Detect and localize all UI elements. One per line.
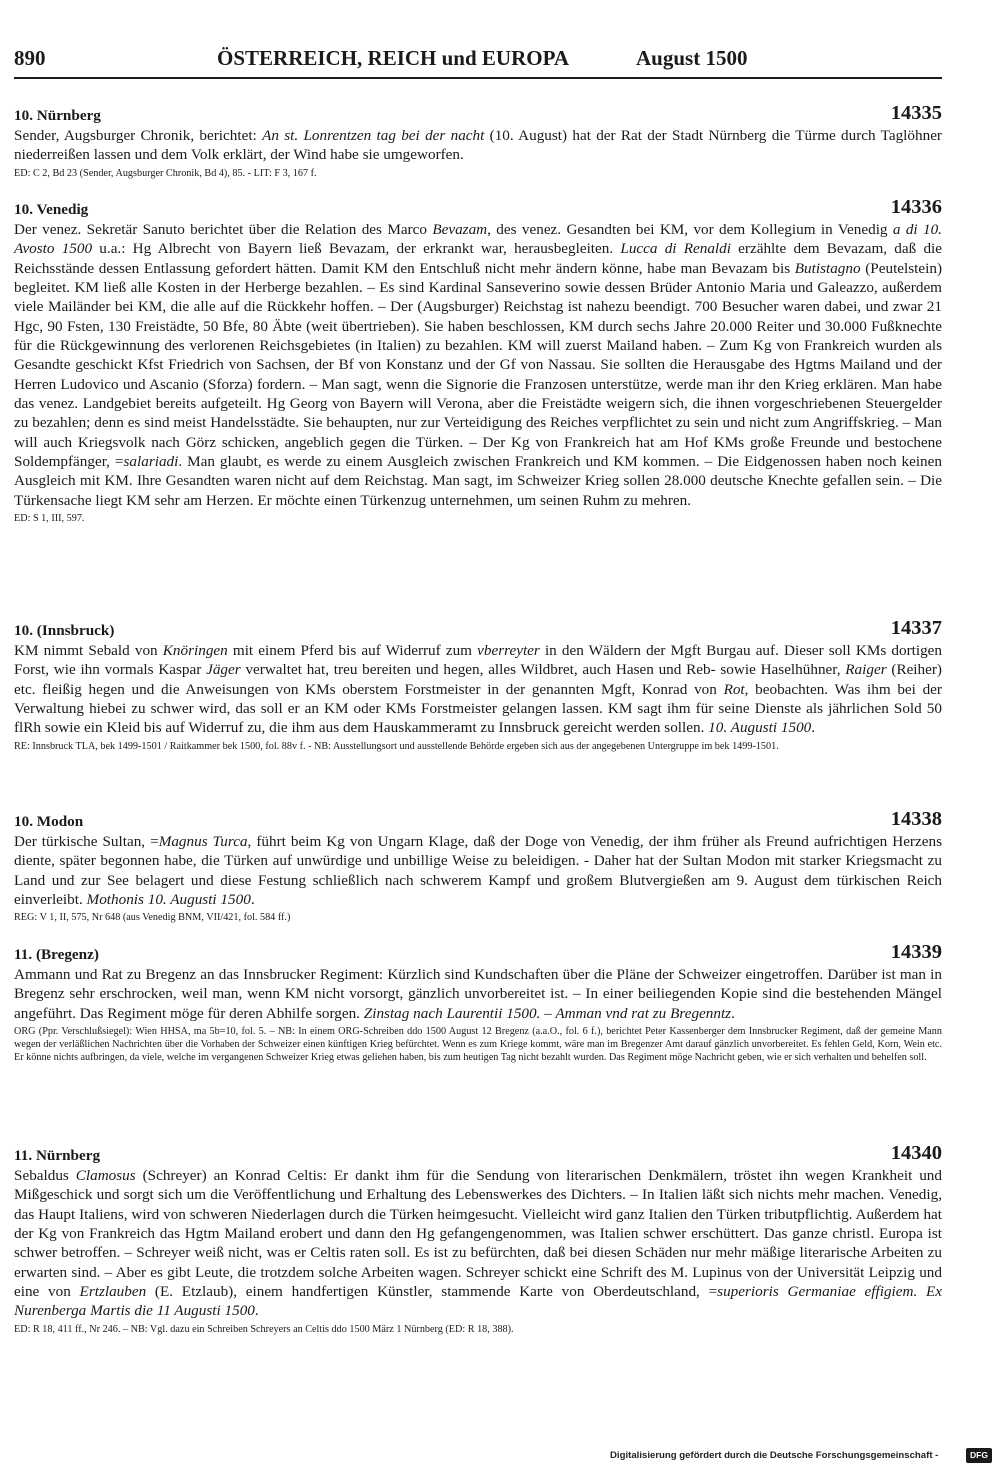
entry-text: KM nimmt Sebald von Knöringen mit einem Pferd bis auf Widerruf zum vberreyter in den Wäldern der Mgft Burgau auf. Dieser soll KMs dortigen Forst, wie ihn vormals Kaspar Jäger verwaltet hat, treu bereiten und hegen, alles Wildbret, auch Hasen und Reb- sowie Haselhühner, Raiger (Reiher) etc. fleißig hegen und die Anweisungen von KMs oberstem Forstmeister in der genannten Mgft, Konrad von Rot, beobachten. Was ihm bei der Verwaltung hiebei zu schwer wird, das soll er an KM oder KMs Forstmeister gelangen lassen. KM sagt ihm für seine Dienste als jährlichen Sold 50 flRh sowie ein Kleid bis auf Widerruf zu, die ihm aus dem Hauskammeramt zu Innsbruck gereicht werden sollen. 10. Augusti 1500. (14, 642, 942, 737)
entry-text: Der türkische Sultan, =Magnus Turca, führt beim Kg von Ungarn Klage, daß der Doge von Venedig, der ihm früher als Freund aufrichtigen Herzens diente, später begonnen habe, die Türken auf unwürdige und unbillige Weise zu beleidigen. - Daher hat der Sultan Modon mit starker Kriegsmacht zu Land und zur See belagert und diese Festung schließlich nach schwerem Kampf und großem Blutvergießen am 9. August dem türkischen Reich einverleibt. Mothonis 10. Augusti 1500. (14, 833, 942, 909)
entry-14339 (14, 943, 942, 1064)
entry-date-place: 11. (Bregenz) (14, 946, 99, 963)
entry-text: Der venez. Sekretär Sanuto berichtet über die Relation des Marco Bevazam, des venez. Gesandten bei KM, vor dem Kollegium in Venedig a di 10. Avosto 1500 u.a.: Hg Albrecht von Bayern ließ Bevazam, der erkrankt war, herausbegleiten. Lucca di Renaldi erzählte dem Bevazam, daß die Reichsstände dessen Entlassung gefordert hätten. Damit KM den Entschluß nicht mehr ändern könne, habe man Bevazam bis Butistagno (Peutelstein) begleitet. KM ließ alle Kosten in der Herberge bezahlen. – Es sind Kardinal Sanseverino sowie dessen Brüder Antonio Maria und Galeazzo, außerdem viele Mailänder bei KM, die alle auf die Rückkehr hoffen. – Der (Augsburger) Reichstag ist nahezu beendigt. 700 Besucher waren dabei, und zwar 21 Hgc, 90 Fsten, 130 Freistädte, 50 Bfe, 80 Äbte (weit übertrieben). Sie haben beschlossen, KM durch sechs Jahre 20.000 Reiter und 30.000 Fußknechte für die Rückgewinnung des verlorenen Reichsgebietes (in Italien) zu bezahlen. KM will zuerst Mailand haben. – Zum Kg von Frankreich wurden als Gesandte geschickt Kfst Friedrich von Sachsen, der Bf von Konstanz und der Gf von Nassau. Sie sollten die Herausgabe des Hgtms Mailand und der Herren Ludovico und Ascanio (Sforza) fordern. – Man sagt, wenn die Signorie die Franzosen unterstütze, werde man ihr den Krieg erklären. Man habe das venez. Landgebiet bereits aufgeteilt. Hg Georg von Bayern will Verona, aber die Freistädte weigern sich, die ihnen vorgeschriebenen Steuergelder zu bezahlen; denn es sind meist Handelsstädte. Sie behaupten, nur zur Verteidigung des Reiches verpflichtet zu sein und nicht zum Angriffskrieg. – Man will auch Kriegsvolk nach Görz schicken, angeblich gegen die Türken. – Der Kg von Frankreich hat am Hof KMs große Freunde und bestochene Soldempfänger, =salariadi. Man glaubt, es werde zu einem Ausgleich zwischen Frankreich und KM kommen. – Die Eidgenossen haben noch keinen Ausgleich mit KM. Ihre Gesandten waren nicht auf dem Reichstag. Man sagt, im Schweizer Krieg sollen 28.000 deutsche Knechte gefallen sein. – Die Türkensache liegt KM sehr am Herzen. Er möchte einen Türkenzug unternehmen, um seinen Ruhm zu mehren. (14, 221, 943, 509)
digitization-credit (610, 1448, 992, 1464)
entry-date-place: 10. Venedig (14, 201, 89, 218)
entry-text: Sender, Augsburger Chronik, berichtet: An st. Lonrentzen tag bei der nacht (10. August) hat der Rat der Stadt Nürnberg die Türme durch Taglöhner niederreißen lassen und dem Volk erklärt, der Wind habe sie umgeworfen. (14, 127, 942, 164)
page-header (14, 46, 942, 76)
entry-text: Ammann und Rat zu Bregenz an das Innsbrucker Regiment: Kürzlich sind Kundschaften über die Pläne der Schweizer eingetroffen. Darüber ist man in Bregenz sehr erschrocken, weil man, wenn KM nicht vorsorgt, gänzlich unvorbereitet ist. – In einer beiliegenden Kopie sind die bestehenden Mängel angeführt. Das Regiment möge für deren Abhilfe sorgen. Zinstag nach Laurentii 1500. – Amman vnd rat zu Bregenntz. (14, 966, 942, 1022)
entry-14335 (14, 104, 942, 180)
dfg-logo: DFG (966, 1448, 992, 1463)
entry-date-place: 11. Nürnberg (14, 1147, 101, 1164)
entry-number: 14335 (890, 102, 942, 124)
entry-number: 14339 (890, 941, 942, 963)
entry-source-note: ORG (Ppr. Verschlußsiegel): Wien HHSA, ma 5b=10, fol. 5. – NB: In einem ORG-Schreiben ddo 1500 August 12 Bregenz (a.a.O., fol. 6 f.), berichtet Peter Kassenberger dem Innsbrucker Regiment, daß der gemeine Mann wegen der verläßlichen Nachrichten über die Vorhaben der Schweizer einen künftigen Krieg befürchtet. Wenn es zum Kriege kommt, wäre man im Bregenzer Amt darauf gänzlich unvorbereitet. Es fehlen Geld, Korn, Wein etc. Er könne nichts aufbringen, da viele, welche im vergangenen Schweizer Krieg etwas geliehen haben, bis zum heutigen Tag nicht bezahlt wurden. Das Regiment möge Nachricht geben, wie er sich verhalten und behelfen soll. (14, 1026, 942, 1064)
entry-14336 (14, 198, 942, 525)
entry-header (14, 943, 942, 965)
running-date: August 1500 (636, 46, 748, 70)
entry-header (14, 1144, 942, 1166)
entry-number: 14340 (890, 1142, 942, 1164)
entry-14338 (14, 810, 942, 924)
entry-source-note: ED: R 18, 411 ff., Nr 246. – NB: Vgl. dazu ein Schreiben Schreyers an Celtis ddo 1500 März 1 Nürnberg (ED: R 18, 388). (14, 1323, 514, 1335)
credit-text: Digitalisierung gefördert durch die Deutsche Forschungsgemeinschaft - (610, 1450, 939, 1461)
entry-14340 (14, 1144, 942, 1336)
running-title: ÖSTERREICH, REICH und EUROPA (217, 46, 570, 70)
entry-date-place: 10. Modon (14, 813, 84, 830)
entry-header (14, 810, 942, 832)
entry-source-note: REG: V 1, II, 575, Nr 648 (aus Venedig BNM, VII/421, fol. 584 ff.) (14, 912, 291, 924)
page-number: 890 (14, 46, 46, 70)
header-rule (14, 77, 942, 79)
entry-text: Sebaldus Clamosus (Schreyer) an Konrad Celtis: Er dankt ihm für die Sendung von literarischen Denkmälern, tröstet ihn wegen Krankheit und Mißgeschick und sorgt sich um die Veröffentlichung und Erhaltung des Lebenswerkes des Dichters. – In Italien läßt sich nichts mehr machen. Venedig, das Haupt Italiens, wird von schweren Niederlagen durch die Türken heimgesucht. Vielleicht wird ganz Italien den Türken tributpflichtig. Außerdem hat der Kg von Frankreich das Hgtm Mailand erobert und dann den Hg gefangengenommen, was Italien schwer erschüttert. Das ganze christl. Europa ist schwer betroffen. – Schreyer weiß nicht, was er Celtis raten soll. Es ist zu befürchten, daß bei diesen Schäden nur mehr mäßige literarische Arbeiten zu erwarten sind. – Aber es gibt Leute, die trotzdem solche Arbeiten wagen. Schreyer schickt eine Schrift des M. Lupinus von der Universität Leipzig und eine von Ertzlauben (E. Etzlaub), einem handfertigen Künstler, stammende Karte von Oberdeutschland, =superioris Germaniae effigiem. Ex Nurenberga Martis die 11 Augusti 1500. (14, 1167, 943, 1320)
entry-header (14, 104, 942, 126)
entry-number: 14336 (890, 196, 942, 218)
entry-date-place: 10. Nürnberg (14, 107, 101, 124)
entry-header (14, 619, 942, 641)
entry-source-note: ED: S 1, III, 597. (14, 513, 85, 525)
entry-source-note: RE: Innsbruck TLA, bek 1499-1501 / Raitkammer bek 1500, fol. 88v f. - NB: Ausstellungsort und ausstellende Behörde ergeben sich aus der angegebenen Untergruppe im bek 1499-1501. (14, 740, 779, 752)
entry-number: 14337 (890, 617, 942, 639)
entry-header (14, 198, 942, 220)
entry-source-note: ED: C 2, Bd 23 (Sender, Augsburger Chronik, Bd 4), 85. - LIT: F 3, 167 f. (14, 167, 317, 179)
entry-14337 (14, 619, 942, 753)
entry-date-place: 10. (Innsbruck) (14, 622, 115, 639)
entry-number: 14338 (890, 808, 942, 830)
